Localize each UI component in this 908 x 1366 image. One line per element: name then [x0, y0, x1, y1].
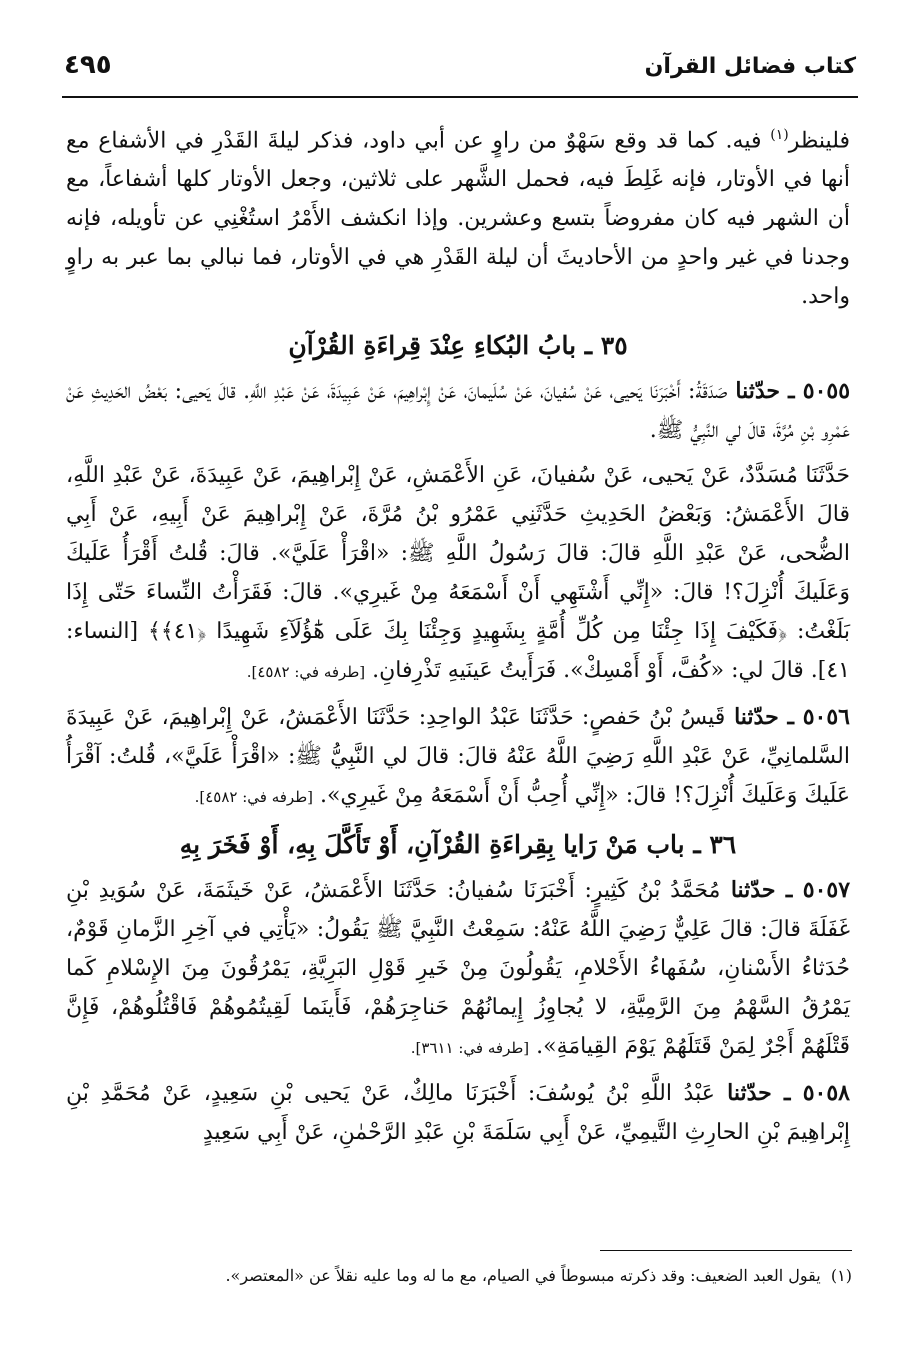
intro-paragraph	[66, 116, 850, 316]
hadith-text: مُحَمَّدُ بْنُ كَثِيرٍ: أَخْبَرَنَا سُفيانُ: حَدَّثَنَا الأَعْمَشُ، عَنْ خَيثَمَةَ، عَنْ سُوَيدِ بْنِ غَفَلَةَ قالَ: قالَ عَلِيٌّ رَضِيَ اللَّهُ عَنْهُ: سَمِعْتُ النَّبِيَّ ﷺ يَقُولُ: «يَأْتِي في آخِرِ الزَّمانِ قَوْمٌ، حُدَثاءُ الأَسْنانِ، سُفَهاءُ الأَحْلامِ، يَقُولُونَ مِنْ خَيرِ قَوْلِ البَرِيَّةِ، يَمْرُقُونَ مِنَ الإِسْلامِ كَما يَمْرُقُ السَّهْمُ مِنَ الرَّمِيَّةِ، لا يُجاوِزُ إِيمانُهُمْ حَناجِرَهُمْ، فَأَينَما لَقِيتُمُوهُمْ فَاقْتُلُوهُمْ، فَإِنَّ قَتْلَهُمْ أَجْرٌ لِمَنْ قَتَلَهُمْ يَوْمَ القِيامَةِ».	[66, 878, 850, 1060]
footnote-divider	[600, 1250, 852, 1251]
hadith-5055	[66, 372, 850, 450]
cross-reference: [طرفه في: ٣٦١١].	[410, 1039, 530, 1058]
hadith-opening: ـ حدّثنا	[720, 877, 803, 904]
hadith-number: ٥٠٥٦	[802, 704, 850, 731]
footnote-reference: (١)	[770, 127, 789, 143]
intro-text-rest: فيه. كما قد وقع سَهْوٌ من راوٍ عن أبي داود، فذكر ليلةَ القَدْرِ في الأشفاع مع أنها في الأوتار، فإنه غَلِطَ فيه، فحمل الشَّهر على ثلاثين، وجعل الأوتار كلها أشفاعاً، مع أن الشهر فيه كان مفروضاً بتسع وعشرين. وإذا انكشف الأَمْرُ استُغْنِي عن تأويله، فإنه وجدنا في غير واحدٍ من الأحاديثَ أن ليلة القَدْرِ هي في الأوتار، فما نبالي بما عبر به راوٍ واحد.	[66, 128, 850, 310]
running-title: كتاب فضائل القرآن	[644, 54, 856, 79]
hadith-opening: ـ حدّثنا	[714, 1080, 803, 1107]
footnote	[66, 1262, 852, 1290]
intro-text-start: فلينظر	[788, 128, 850, 154]
hadith-number: ٥٠٥٥	[802, 378, 851, 405]
hadith-5058	[66, 1074, 850, 1152]
footnote-marker: (١)	[830, 1266, 852, 1285]
hadith-text: حَدَّثَنَا مُسَدَّدٌ، عَنْ يَحيى، عَنْ سُفيانَ، عَنِ الأَعْمَشِ، عَنْ إِبْراهِيمَ، عَنْ عَبِيدَةَ، عَنْ عَبْدِ اللَّهِ، قالَ الأَعْمَشُ: وَبَعْضُ الحَدِيثِ حَدَّثَنِي عَمْرُو بْنُ مُرَّةَ، عَنْ إِبْراهِيمَ عَنْ أَبِيهِ، عَنْ أَبِي الضُّحى، عَنْ عَبْدِ اللَّهِ قالَ: قالَ رَسُولُ اللَّهِ ﷺ: «اقْرَأْ عَلَيَّ». قالَ: قُلتُ أَقْرَأُ عَلَيكَ وَعَلَيكَ أُنْزِلَ؟! قالَ: «إِنِّي أَشْتَهِي أَنْ أَسْمَعَهُ مِنْ غَيرِي». قالَ: فَقَرَأْتُ النِّساءَ حَتّى إِذَا بَلَغْتُ: ﴿فَكَيْفَ إِذَا جِئْنَا مِن كُلِّ أُمَّةٍ بِشَهِيدٍ وَجِئْنَا بِكَ عَلَى هَٰٓؤُلَآءِ شَهِيدًا ﴿٤١﴾﴾ [النساء: ٤١]. قالَ لي: «كُفَّ، أَوْ أَمْسِكْ». فَرَأَيتُ عَينَيهِ تَذْرِفانِ.	[66, 463, 851, 684]
page-body	[66, 116, 850, 1158]
chapter-heading-35: ٣٥ ـ بابُ البُكاءِ عِنْدَ قِراءَةِ القُرْآنِ	[288, 331, 628, 361]
hadith-text: قَيسُ بْنُ حَفصٍ: حَدَّثَنَا عَبْدُ الواحِدِ: حَدَّثَنَا الأَعْمَشُ، عَنْ إِبْراهِيمَ، عَنْ عَبِيدَةَ السَّلمانِيِّ، عَنْ عَبْدِ اللَّهِ رَضِيَ اللَّهُ عَنْهُ قالَ: قالَ لي النَّبِيُّ ﷺ: «اقْرَأْ عَلَيَّ»، قُلتُ: آقْرَأُ عَلَيكَ وَعَلَيكَ أُنْزِلَ؟! قالَ: «إِنِّي أُحِبُّ أَنْ أَسْمَعَهُ مِنْ غَيرِي».	[66, 705, 850, 809]
hadith-opening: ـ حدّثنا	[725, 704, 803, 731]
hadith-5056	[66, 698, 850, 817]
hadith-text: عَبْدُ اللَّهِ بْنُ يُوسُفَ: أَخْبَرَنَا مالِكٌ، عَنْ يَحيى بْنِ سَعِيدٍ، عَنْ مُحَمَّدِ بْنِ إِبْراهِيمَ بْنِ الحارِثِ التَّيمِيِّ، عَنْ أَبِي سَلَمَةَ بْنِ عَبْدِ الرَّحْمٰنِ، عَنْ أَبِي سَعِيدٍ	[66, 1081, 850, 1146]
cross-reference: [طرفه في: ٤٥٨٢].	[194, 788, 313, 807]
page-number: ٤٩٥	[64, 50, 112, 80]
page-header	[64, 48, 856, 88]
hadith-number: ٥٠٥٧	[802, 877, 851, 904]
footnote-text: يقول العبد الضعيف: وقد ذكرته مبسوطاً في الصيام، مع ما له وما عليه نقلاً عن «المعتصر».	[225, 1266, 821, 1285]
cross-reference: [طرفه في: ٤٥٨٢].	[246, 663, 366, 682]
hadith-opening: ـ حدّثنا	[727, 378, 803, 405]
header-divider	[62, 96, 858, 98]
chapter-heading-36: ٣٦ ـ باب مَنْ رَايا بِقِراءَةِ القُرْآنِ، أَوْ تَأَكَّلَ بِهِ، أَوْ فَخَرَ بِهِ	[179, 830, 737, 860]
hadith-5057	[66, 871, 850, 1068]
hadith-text: صَدَقَةُ: أَخْبَرَنَا يَحيى، عَنْ سُفيانَ، عَنْ سُلَيمانَ، عَنْ إِبْراهِيمَ، عَنْ عَبِيدَةَ، عَنْ عَبْدِ اللَّهِ. قالَ يَحيى: بَعْضُ الحَدِيثِ عَنْ عَمْرِو بْنِ مُرَّةَ، قالَ لي النَّبِيُّ ﷺ.	[66, 379, 850, 444]
hadith-5055-second-chain	[66, 456, 850, 692]
hadith-number: ٥٠٥٨	[802, 1080, 850, 1107]
